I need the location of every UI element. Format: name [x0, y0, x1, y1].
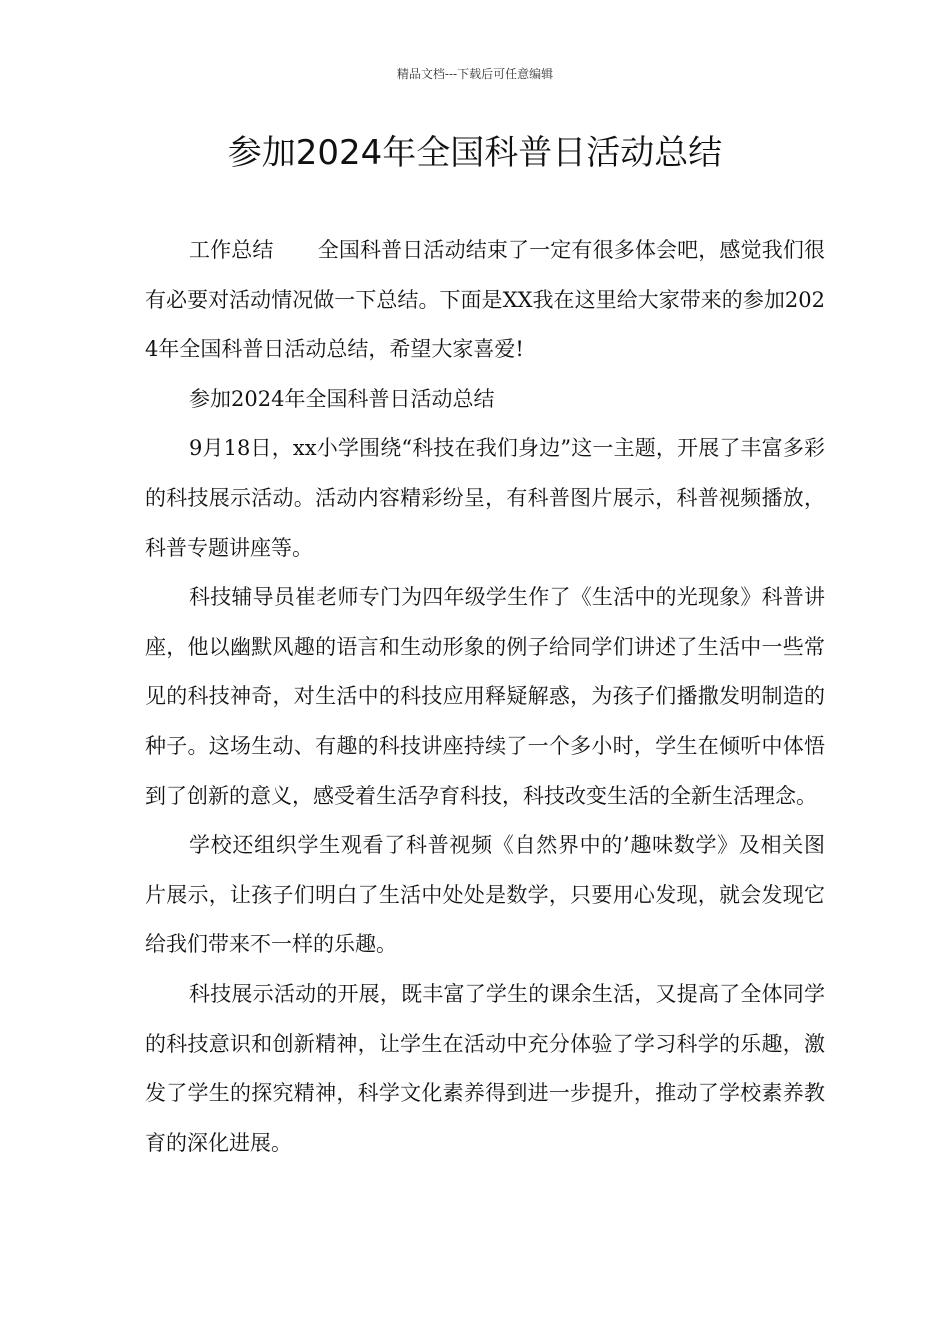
intro-text: 全国科普日活动结束了一定有很多体会吧，感觉我们很有必要对活动情况做一下总结。下面是XX我在这里给大家带来的参加2024年全国科普日活动总结，希望大家喜爱!	[145, 238, 826, 362]
body-paragraph-4: 科技展示活动的开展，既丰富了学生的课余生活，又提高了全体同学的科技意识和创新精神，让学生在活动中充分体验了学习科学的乐趣，激发了学生的探究精神，科学文化素养得到进一步提升，推动了学校素养教育的深化进展。	[145, 981, 825, 1155]
document-title: 参加2024年全国科普日活动总结	[227, 133, 723, 173]
header-note: 精品文档---下载后可任意编辑	[396, 67, 554, 81]
intro-label: 工作总结	[189, 238, 274, 262]
body-paragraph-2: 科技辅导员崔老师专门为四年级学生作了《生活中的光现象》科普讲座，他以幽默风趣的语言和生动形象的例子给同学们讲述了生活中一些常见的科技神奇，对生活中的科技应用释疑解惑，为孩子们播撒发明制造的种子。这场生动、有趣的科技讲座持续了一个多小时，学生在倾听中体悟到了创新的意义，感受着生活孕育科技，科技改变生活的全新生活理念。	[145, 585, 825, 808]
intro-paragraph	[145, 226, 825, 375]
subtitle-paragraph: 参加2024年全国科普日活动总结	[189, 386, 495, 411]
body-paragraph-3: 学校还组织学生观看了科普视频《自然界中的’趣味数学》及相关图片展示，让孩子们明白了生活中处处是数学，只要用心发现，就会发现它给我们带来不一样的乐趣。	[145, 833, 825, 957]
body-paragraph-1: 9月18日，xx小学围绕“科技在我们身边”这一主题，开展了丰富多彩的科技展示活动。活动内容精彩纷呈，有科普图片展示，科普视频播放，科普专题讲座等。	[145, 436, 825, 560]
document-body	[145, 226, 825, 1168]
